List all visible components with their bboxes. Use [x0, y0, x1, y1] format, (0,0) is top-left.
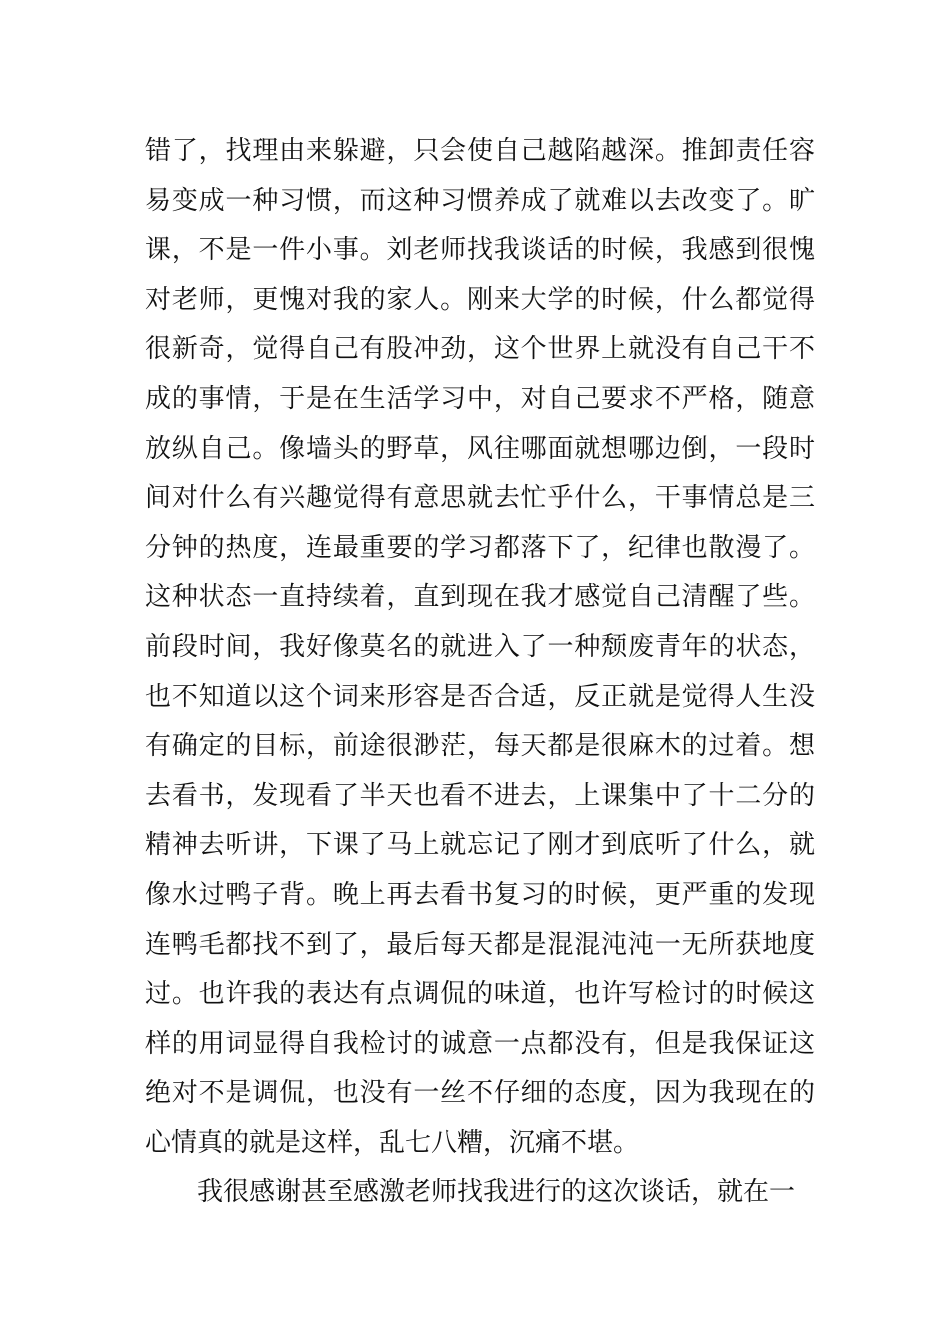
text-line: 分钟的热度，连最重要的学习都落下了，纪律也散漫了。	[145, 532, 815, 563]
text-line: 间对什么有兴趣觉得有意思就去忙乎什么，干事情总是三	[145, 483, 815, 514]
text-line: 像水过鸭子背。晚上再去看书复习的时候，更严重的发现	[145, 879, 815, 910]
text-line: 去看书，发现看了半天也看不进去，上课集中了十二分的	[145, 780, 815, 811]
text-line: 易变成一种习惯，而这种习惯养成了就难以去改变了。旷	[145, 185, 815, 216]
text-line: 很新奇，觉得自己有股冲劲，这个世界上就没有自己干不	[145, 334, 815, 365]
text-line: 对老师，更愧对我的家人。刚来大学的时候，什么都觉得	[145, 284, 815, 315]
text-line: 这种状态一直持续着，直到现在我才感觉自己清醒了些。	[145, 582, 815, 613]
text-line: 成的事情，于是在生活学习中，对自己要求不严格，随意	[145, 383, 815, 414]
body-text	[145, 127, 815, 1218]
text-line: 连鸭毛都找不到了，最后每天都是混混沌沌一无所获地度	[145, 929, 815, 960]
text-line: 前段时间，我好像莫名的就进入了一种颓废青年的状态，	[145, 631, 815, 662]
text-line: 课，不是一件小事。刘老师找我谈话的时候，我感到很愧	[145, 235, 815, 266]
text-line: 放纵自己。像墙头的野草，风往哪面就想哪边倒，一段时	[145, 433, 815, 464]
text-line: 也不知道以这个词来形容是否合适，反正就是觉得人生没	[145, 681, 815, 712]
text-line: 绝对不是调侃，也没有一丝不仔细的态度，因为我现在的	[145, 1078, 815, 1109]
text-line: 精神去听讲，下课了马上就忘记了刚才到底听了什么，就	[145, 830, 815, 861]
paragraph-start-line: 我很感谢甚至感激老师找我进行的这次谈话，就在一	[197, 1177, 796, 1208]
text-line: 错了，找理由来躲避，只会使自己越陷越深。推卸责任容	[145, 136, 815, 166]
text-line: 过。也许我的表达有点调侃的味道，也许写检讨的时候这	[145, 979, 815, 1010]
text-line: 样的用词显得自我检讨的诚意一点都没有，但是我保证这	[145, 1028, 815, 1059]
text-line: 有确定的目标，前途很渺茫，每天都是很麻木的过着。想	[145, 731, 815, 762]
text-line: 心情真的就是这样，乱七八糟，沉痛不堪。	[145, 1127, 640, 1158]
